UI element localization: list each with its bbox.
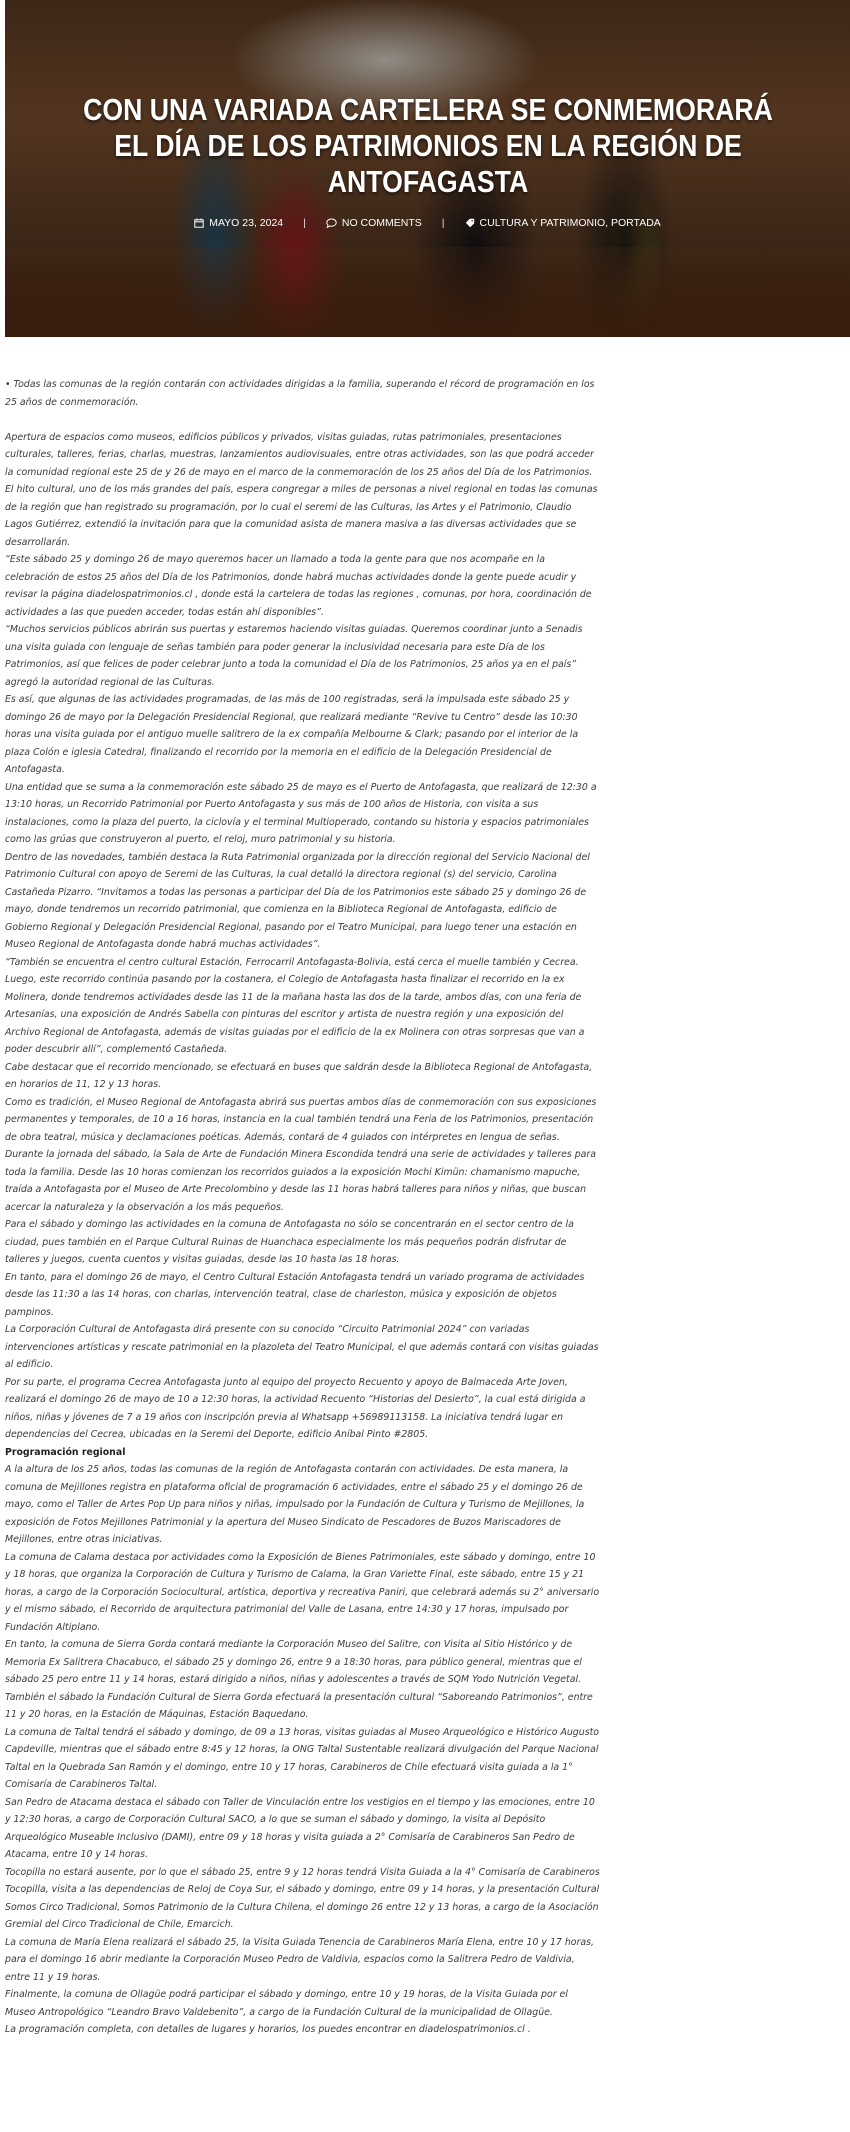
hero-content [5, 92, 850, 229]
article-paragraph: Tocopilla no estará ausente, por lo que el sábado 25, entre 9 y 12 horas tendrá Visita Guiada a la 4° Comisaría de Carabineros Tocopilla, visita a las dependencias de Reloj de Coya Sur, el sábado y domingo, entre 09 y 14 horas, y la presentación Cultural Somos Circo Tradicional, Somos Patrimonio de la Cultura Chilena, el domingo 26 entre 12 y 13 horas, a cargo de la Asociación Gremial del Circo Tradicional de Chile, Emarcich. [5, 1866, 600, 1930]
article-paragraph: En tanto, la comuna de Sierra Gorda contará mediante la Corporación Museo del Salitre, con Visita al Sitio Histórico y de Memoria Ex Salitrera Chacabuco, el sábado 25 y domingo 26, entre 9 a 18:30 horas, para público general, mientras que el sábado 25 pero entre 11 y 14 horas, estará dirigido a niños, niñas y adolescentes a través de SQM Yodo Nutrición Vegetal. También el sábado la Fundación Cultural de Sierra Gorda efectuará la presentación cultural “Saboreando Patrimonios”, entre 11 y 20 horas, en la Estación de Máquinas, Estación Baquedano. [5, 1639, 593, 1720]
meta-separator: | [441, 217, 445, 229]
article-paragraph: El hito cultural, uno de los más grandes del país, espera congregar a miles de personas a nivel regional en todas las comunas de la región que han registrado su programación, por lo cual el seremi de las Culturas, las Artes y el Patrimonio, Claudio Lagos Gutiérrez, extendió la invitación para que la comunidad asista de manera masiva a las diversas actividades que se desarrollarán. [5, 484, 598, 548]
article-paragraph: Cabe destacar que el recorrido mencionado, se efectuará en buses que saldrán desde la Biblioteca Regional de Antofagasta, en horarios de 11, 12 y 13 horas. [5, 1061, 593, 1090]
article-paragraph: La comuna de María Elena realizará el sábado 25, la Visita Guiada Tenencia de Carabineros María Elena, entre 10 y 17 horas, para el domingo 16 abrir mediante la Corporación Museo Pedro de Valdivia, espacios como la Salitrera Pedro de Valdivia, entre 11 y 19 horas. [5, 1936, 594, 1983]
section-subheading: Programación regional [5, 1446, 126, 1458]
hero-image [5, 0, 850, 337]
article-paragraph: Apertura de espacios como museos, edificios públicos y privados, visitas guiadas, rutas patrimoniales, presentaciones culturales, talleres, ferias, charlas, muestras, lanzamientos audiovisuales, entre otras actividades, son las que podrá acceder la comunidad regional este 25 de y 26 de mayo en el marco de la conmemoración de los 25 años del Día de los Patrimonios. [5, 431, 594, 478]
article-paragraph: La comuna de Taltal tendrá el sábado y domingo, de 09 a 13 horas, visitas guiadas al Museo Arqueológico e Histórico Augusto Capdeville, mientras que el sábado entre 8:45 y 12 horas, la ONG Taltal Sustentable realizará divulgación del Parque Nacional Taltal en la Quebrada San Ramón y el domingo, entre 10 y 17 horas, Carabineros de Chile efectuará visita guiada a la 1° Comisaría de Carabineros Taltal. [5, 1726, 599, 1790]
post-date-text: MAYO 23, 2024 [209, 217, 284, 229]
post-meta [5, 217, 850, 229]
article-paragraph: Es así, que algunas de las actividades programadas, de las más de 100 registradas, será la impulsada este sábado 25 y domingo 26 de mayo por la Delegación Presidencial Regional, que realizará mediante “Revive tu Centro” desde las 10:30 horas una visita guiada por el antiguo muelle salitrero de la ex compañía Melbourne & Clark; pasando por el interior de la plaza Colón e iglesia Catedral, finalizando el recorrido por la memoria en el edificio de la Delegación Presidencial de Antofagasta. [5, 694, 579, 775]
article-paragraph: Finalmente, la comuna de Ollagüe podrá participar el sábado y domingo, entre 10 y 19 horas, de la Visita Guiada por el Museo Antropológico “Leandro Bravo Valdebenito”, a cargo de la Fundación Cultural de la municipalidad de Ollagüe. [5, 1989, 568, 2018]
article-paragraph: “Muchos servicios públicos abrirán sus puertas y estaremos haciendo visitas guiadas. Queremos coordinar junto a Senadis una visita guiada con lenguaje de señas también para poder generar la inclusividad necesaria para este Día de los Patrimonios, así que felices de poder celebrar junto a toda la comunidad el Día de los Patrimonios, 25 años ya en el país” agregó la autoridad regional de las Culturas. [5, 624, 583, 688]
article-paragraph: “También se encuentra el centro cultural Estación, Ferrocarril Antofagasta-Bolivia, está cerca el muelle también y Cecrea. Luego, este recorrido continúa pasando por la costanera, el Colegio de Antofagasta hasta finalizar el recorrido en la ex Molinera, donde tendremos actividades desde las 11 de la mañana hasta las dos de la tarde, ambos días, con una feria de Artesanías, una exposición de Andrés Sabella con pinturas del escritor y artista de nuestra región y una exposición del Archivo Regional de Antofagasta, además de visitas guiadas por el edificio de la ex Molinera con otras sorpresas que van a poder descubrir allí”, complementó Castañeda. [5, 956, 585, 1055]
article-paragraph: La programación completa, con detalles de lugares y horarios, los puedes encontrar en diadelospatrimonios.cl . [5, 2024, 531, 2035]
article-paragraph: Como es tradición, el Museo Regional de Antofagasta abrirá sus puertas ambos días de conmemoración con sus exposiciones permanentes y temporales, de 10 a 16 horas, instancia en la cual también tendrá una Feria de los Patrimonios, presentación de obra teatral, música y declamaciones poéticas. Además, contará de 4 guiados con intérpretes en lengua de señas. [5, 1096, 597, 1143]
comment-icon [326, 218, 337, 228]
post-categories[interactable] [465, 217, 661, 229]
post-title: CON UNA VARIADA CARTELERA SE CONMEMORARÁ EL DÍA DE LOS PATRIMONIOS EN LA REGIÓN DE ANTOFAGASTA [82, 92, 773, 199]
article-paragraph: En tanto, para el domingo 26 de mayo, el Centro Cultural Estación Antofagasta tendrá un variado programa de actividades desde las 11:30 a las 14 horas, con charlas, intervención teatral, clase de charleston, música y exposición de objetos pampinos. [5, 1271, 585, 1318]
article-paragraph: Dentro de las novedades, también destaca la Ruta Patrimonial organizada por la dirección regional del Servicio Nacional del Patrimonio Cultural con apoyo de Seremi de las Culturas, la cual detalló la directora regional (s) del servicio, Carolina Castañeda Pizarro. “Invitamos a todas las personas a participar del Día de los Patrimonios este sábado 25 y domingo 26 de mayo, donde tendremos un recorrido patrimonial, que comienza en la Biblioteca Regional de Antofagasta, edificio de Gobierno Regional y Delegación Presidencial Regional, pasando por el Teatro Municipal, para luego tener una estación en Museo Regional de Antofagasta donde habrá muchas actividades”. [5, 851, 590, 950]
article-lead: • Todas las comunas de la región contarán con actividades dirigidas a la familia, superando el récord de programación en los 25 años de conmemoración. [5, 379, 595, 408]
comments-link[interactable]: NO COMMENTS [341, 217, 422, 229]
tag-icon [465, 218, 475, 228]
article-body [5, 376, 600, 2039]
calendar-icon [194, 218, 204, 228]
article-paragraph: La comuna de Calama destaca por actividades como la Exposición de Bienes Patrimoniales, este sábado y domingo, entre 10 y 18 horas, que organiza la Corporación de Cultura y Turismo de Calama, la Gran Variette Final, este sábado, entre 15 y 21 horas, a cargo de la Corporación Sociocultural, artística, deportiva y recreativa Paniri, que celebrará además su 2° aniversario y el mismo sábado, el Recorrido de arquitectura patrimonial del Valle de Lasana, entre 14:30 y 17 horas, impulsado por Fundación Altiplano. [5, 1551, 600, 1633]
article-paragraph: “Este sábado 25 y domingo 26 de mayo queremos hacer un llamado a toda la gente para que nos acompañe en la celebración de estos 25 años del Día de los Patrimonios, donde habrá muchas actividades donde la gente puede acudir y revisar la página diadelospatrimonios.cl , donde está la cartelera de todas las regiones , comunas, por hora, coordinación de actividades a las que pueden acceder, todas están ahí disponibles”. [5, 554, 592, 618]
article-paragraph: La Corporación Cultural de Antofagasta dirá presente con su conocido “Circuito Patrimonial 2024” con variadas intervenciones artísticas y rescate patrimonial en la plazoleta del Teatro Municipal, el que además contará con visitas guiadas al edificio. [5, 1324, 599, 1370]
article-paragraph: Para el sábado y domingo las actividades en la comuna de Antofagasta no sólo se concentrarán en el sector centro de la ciudad, pues también en el Parque Cultural Ruinas de Huanchaca especialmente los más pequeños podrán disfrutar de talleres y juegos, cuenta cuentos y visitas guiadas, desde las 10 hasta las 18 horas. [5, 1219, 574, 1265]
article-paragraph: Por su parte, el programa Cecrea Antofagasta junto al equipo del proyecto Recuento y apoyo de Balmaceda Arte Joven, realizará el domingo 26 de mayo de 10 a 12:30 horas, la actividad Recuento “Historias del Desierto”, la cual está dirigida a niños, niñas y jóvenes de 7 a 19 años con inscripción previa al Whatsapp +56989113158. La iniciativa tendrá lugar en dependencias del Cecrea, ubicadas en la Seremi del Deporte, edificio Aníbal Pinto #2805. [5, 1376, 586, 1440]
article-paragraph: A la altura de los 25 años, todas las comunas de la región de Antofagasta contarán con actividades. De esta manera, la comuna de Mejillones registra en plataforma oficial de programación 6 actividades, entre el sábado 25 y el domingo 26 de mayo, como el Taller de Artes Pop Up para niños y niñas, impulsado por la Fundación de Cultura y Turismo de Mejillones, la exposición de Fotos Mejillones Patrimonial y la apertura del Museo Sindicato de Pescadores de Buzos Mariscadores de Mejillones, entre otras iniciativas. [5, 1464, 585, 1545]
article-paragraph: Una entidad que se suma a la conmemoración este sábado 25 de mayo es el Puerto de Antofagasta, que realizará de 12:30 a 13:10 horas, un Recorrido Patrimonial por Puerto Antofagasta y sus más de 100 años de Historia, con visita a sus instalaciones, como la plaza del puerto, la ciclovía y el terminal Multioperado, contando su historia y espacios patrimoniales como las grúas que construyeron al puerto, el reloj, muro patrimonial y su historia. [5, 781, 597, 845]
article-paragraph: Durante la jornada del sábado, la Sala de Arte de Fundación Minera Escondida tendrá una serie de actividades y talleres para toda la familia. Desde las 10 horas comienzan los recorridos guiados a la exposición Mochi Kimün: chamanismo mapuche, traída a Antofagasta por el Museo de Arte Precolombino y desde las 11 horas habrá talleres para niños y niñas, que buscan acercar la naturaleza y la observación a los más pequeños. [5, 1149, 596, 1213]
meta-separator: | [303, 217, 306, 229]
post-comments[interactable] [326, 217, 422, 229]
categories-link[interactable]: CULTURA Y PATRIMONIO, PORTADA [479, 217, 661, 229]
article-paragraph: San Pedro de Atacama destaca el sábado con Taller de Vinculación entre los vestigios en el tiempo y las emociones, entre 10 y 12:30 horas, a cargo de Corporación Cultural SACO, a lo que se suman el sábado y domingo, la visita al Depósito Arqueológico Museable Inclusivo (DAMI), entre 09 y 18 horas y visita guiada a 2° Comisaría de Carabineros San Pedro de Atacama, entre 10 y 14 horas. [5, 1796, 595, 1860]
post-date [194, 217, 283, 229]
